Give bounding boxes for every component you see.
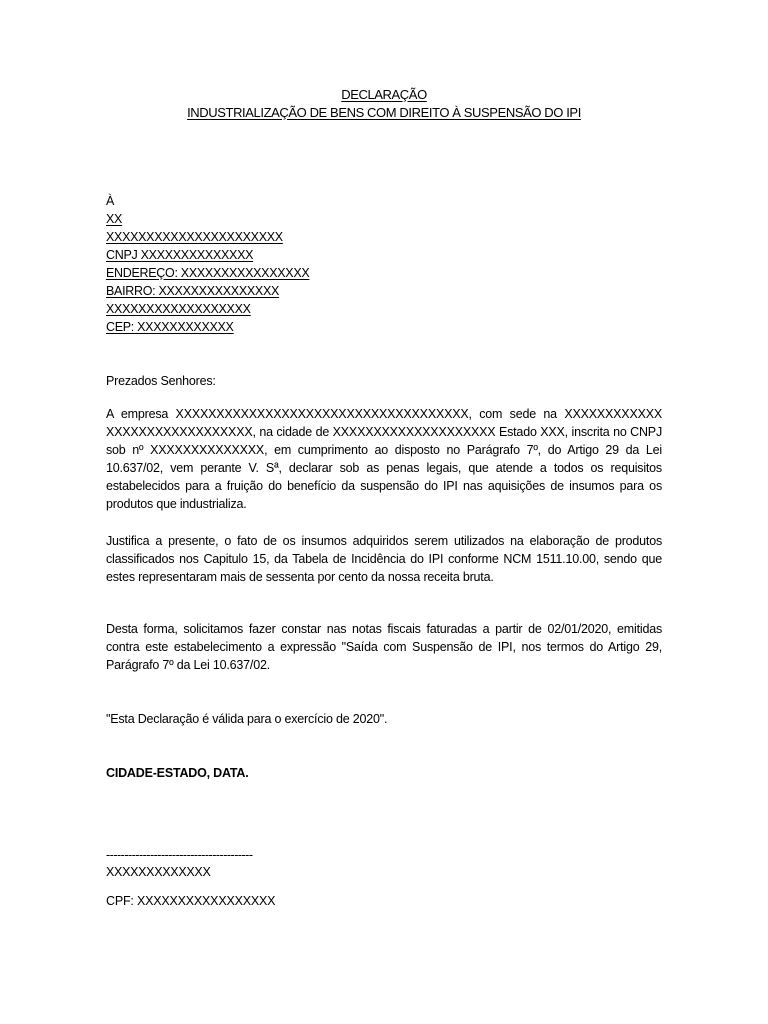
addressee-line: XXXXXXXXXXXXXXXXXXXXXX [106, 230, 283, 244]
addressee-block [106, 192, 666, 336]
signer-name: XXXXXXXXXXXXX [106, 865, 211, 879]
addressee-line: XXXXXXXXXXXXXXXXXX [106, 302, 251, 316]
paragraph-company: A empresa XXXXXXXXXXXXXXXXXXXXXXXXXXXXXXXXXXXX, com sede na XXXXXXXXXXXX XXXXXXXXXXXXXXXXXX, na cidade de XXXXXXXXXXXXXXXXXXXX Estado XXX, inscrita no CNPJ sob nº XXXXXXXXXXXXXX, em cumprimento ao disposto no Parágrafo 7º, do Artigo 29 da Lei 10.637/02, vem perante V. Sª, declarar sob as penas legais, que atende a todos os requisitos estabelecidos para a fruição do benefício da suspensão do IPI nas aquisições de insumos para os produtos que industrializa. [106, 407, 662, 511]
addressee-to: À [106, 194, 115, 208]
document-title [0, 86, 768, 122]
place-date: CIDADE-ESTADO, DATA. [106, 766, 249, 780]
validity-statement: "Esta Declaração é válida para o exercício de 2020". [106, 712, 388, 726]
signature-line: ---------------------------------------- [106, 848, 253, 862]
addressee-line: XX [106, 212, 123, 226]
greeting: Prezados Senhores: [106, 374, 216, 388]
addressee-line: CNPJ XXXXXXXXXXXXXX [106, 248, 254, 262]
addressee-line: CEP: XXXXXXXXXXXX [106, 320, 234, 334]
signer-cpf: CPF: XXXXXXXXXXXXXXXXX [106, 894, 276, 908]
addressee-line: BAIRRO: XXXXXXXXXXXXXXX [106, 284, 280, 298]
addressee-line: ENDEREÇO: XXXXXXXXXXXXXXXX [106, 266, 310, 280]
title-line-2: INDUSTRIALIZAÇÃO DE BENS COM DIREITO À SUSPENSÃO DO IPI [187, 105, 581, 120]
paragraph-request: Desta forma, solicitamos fazer constar nas notas fiscais faturadas a partir de 02/01/2020, emitidas contra este estabelecimento a expressão "Saída com Suspensão de IPI, nos termos do Artigo 29, Parágrafo 7º da Lei 10.637/02. [106, 622, 662, 672]
paragraph-justification: Justifica a presente, o fato de os insumos adquiridos serem utilizados na elaboração de produtos classificados nos Capitulo 15, da Tabela de Incidência do IPI conforme NCM 1511.10.00, sendo que estes representaram mais de sessenta por cento da nossa receita bruta. [106, 534, 662, 584]
title-line-1: DECLARAÇÃO [341, 87, 427, 102]
